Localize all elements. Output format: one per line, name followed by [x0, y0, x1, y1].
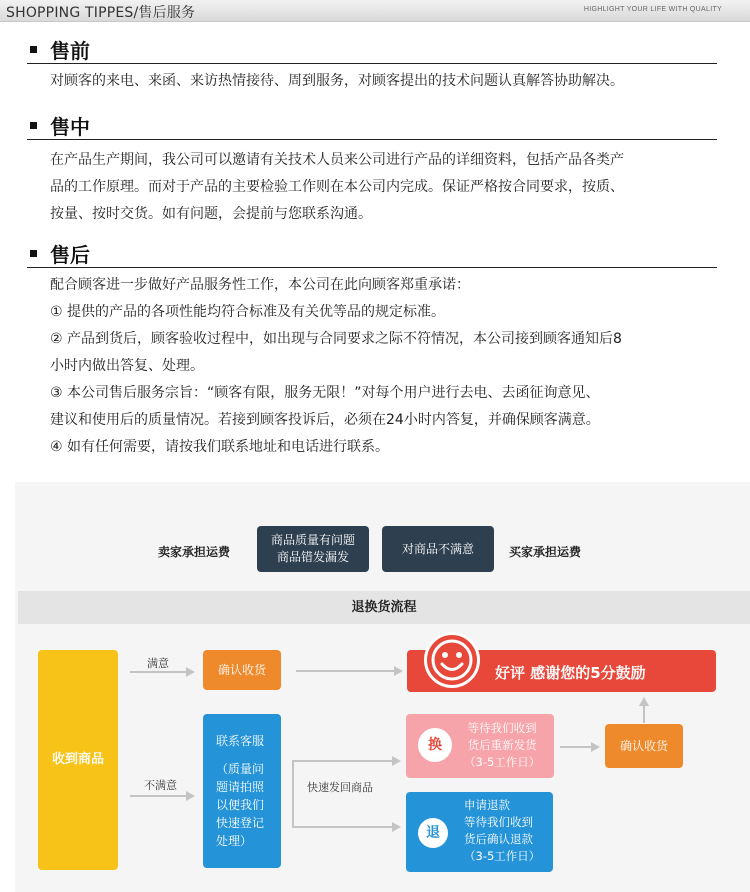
- bullet-square: [30, 46, 37, 53]
- section-heading-mid: [27, 110, 717, 140]
- refund-box: [406, 792, 553, 872]
- section-heading-pre: [27, 34, 717, 64]
- process-title: 退换货流程: [351, 600, 417, 615]
- box-line: 商品错发漏发: [276, 550, 349, 564]
- box-label: 确认收货: [217, 663, 266, 677]
- receive-goods-box: [38, 650, 118, 870]
- text-line: ① 提供的产品的各项性能均符合标准及有关优等品的规定标准。: [50, 304, 445, 320]
- section-title: 售中: [50, 115, 90, 139]
- section-text-pre: [50, 68, 730, 95]
- arrow-head: [394, 666, 403, 676]
- bracket-line: [292, 760, 294, 828]
- buyer-reason-box: [382, 526, 494, 572]
- arrow-head: [186, 667, 195, 677]
- box-line: 申请退款: [464, 798, 510, 812]
- arrow-head: [392, 756, 401, 766]
- box-line: 处理）: [216, 834, 253, 848]
- good-review-text: 好评 感谢您的5分鼓励: [495, 664, 646, 682]
- bullet-square: [30, 250, 37, 257]
- box-line: 以便我们: [216, 798, 265, 812]
- exchange-text: [464, 720, 540, 771]
- arrow-head: [186, 791, 195, 801]
- refund-icon: 退: [418, 818, 448, 848]
- box-line: 快速登记: [216, 816, 265, 830]
- arrow-line: [643, 705, 645, 723]
- text-line: ④ 如有任何需要，请按我们联系地址和电话进行联系。: [50, 439, 389, 455]
- box-line: 商品质量有问题: [270, 533, 355, 547]
- smiley-icon: [424, 632, 480, 688]
- page-title: SHOPPING TIPPES/售后服务: [6, 5, 196, 21]
- arrow-line: [560, 746, 592, 748]
- box-line: 货后确认退款: [464, 832, 533, 846]
- ship-back-label: 快速发回商品: [307, 781, 373, 794]
- box-line: （3-5工作日）: [464, 755, 541, 769]
- text-line: 对顾客的来电、来函、来访热情接待、周到服务，对顾客提出的技术问题认真解答协助解决。: [50, 73, 624, 89]
- bullet-square: [30, 122, 37, 129]
- process-title-bar: [18, 591, 750, 624]
- header-slogan: HIGHLIGHT YOUR LIFE WITH QUALITY: [583, 6, 722, 13]
- arrow-head: [591, 742, 600, 752]
- contact-service-box: [203, 714, 281, 868]
- buyer-pays-label: 买家承担运费: [509, 545, 582, 559]
- box-line: 题请拍照: [216, 780, 265, 794]
- header-bar: [0, 0, 750, 22]
- section-text-mid: [50, 147, 730, 228]
- box-line: 对商品不满意: [401, 542, 474, 556]
- section-title: 售后: [50, 243, 90, 267]
- text-line: 按量、按时交货。如有问题，会提前与您联系沟通。: [50, 206, 372, 222]
- seller-reason-box: [257, 526, 369, 572]
- text-line: 品的工作原理。而对于产品的主要检验工作则在本公司内完成。保证严格按合同要求，按质、: [50, 179, 624, 195]
- arrow-line: [130, 671, 188, 673]
- seller-pays-label: 卖家承担运费: [158, 545, 231, 559]
- text-line: 在产品生产期间，我公司可以邀请有关技术人员来公司进行产品的详细资料，包括产品各类产: [50, 152, 624, 168]
- text-line: 配合顾客进一步做好产品服务性工作，本公司在此向顾客郑重承诺：: [50, 277, 470, 293]
- section-title: 售前: [50, 39, 90, 63]
- box-label: 收到商品: [51, 752, 104, 767]
- arrow-line: [130, 795, 188, 797]
- confirm-receipt-box-1: [203, 650, 281, 690]
- text-line: 建议和使用后的质量情况。若接到顾客投诉后，必须在24小时内答复，并确保顾客满意。: [50, 412, 600, 428]
- exchange-box: [406, 714, 554, 778]
- arrow-head: [639, 697, 649, 706]
- refund-text: [464, 797, 540, 865]
- arrow-head: [392, 822, 401, 832]
- satisfied-label: 满意: [147, 657, 169, 670]
- arrow-line: [292, 760, 392, 762]
- box-line: 货后重新发货: [467, 738, 537, 752]
- exchange-icon: 换: [418, 728, 452, 762]
- text-line: ③ 本公司售后服务宗旨：“顾客有限，服务无限！”对每个用户进行去电、去函征询意见、: [50, 385, 600, 401]
- box-line: 联系客服: [216, 734, 265, 748]
- confirm-receipt-box-2: [605, 724, 683, 768]
- box-line: （3-5工作日）: [464, 849, 541, 863]
- box-line: （质量问: [216, 762, 265, 776]
- unsatisfied-label: 不满意: [144, 779, 177, 792]
- text-line: ② 产品到货后，顾客验收过程中，如出现与合同要求之际不符情况，本公司接到顾客通知后8: [50, 331, 622, 347]
- section-heading-post: [27, 238, 717, 268]
- box-label: 确认收货: [619, 739, 668, 753]
- arrow-line: [292, 826, 392, 828]
- text-line: 小时内做出答复、处理。: [50, 358, 204, 374]
- box-line: 等待我们收到: [464, 815, 533, 829]
- box-line: 等待我们收到: [467, 721, 537, 735]
- arrow-line: [296, 670, 396, 672]
- section-text-post: [50, 272, 730, 461]
